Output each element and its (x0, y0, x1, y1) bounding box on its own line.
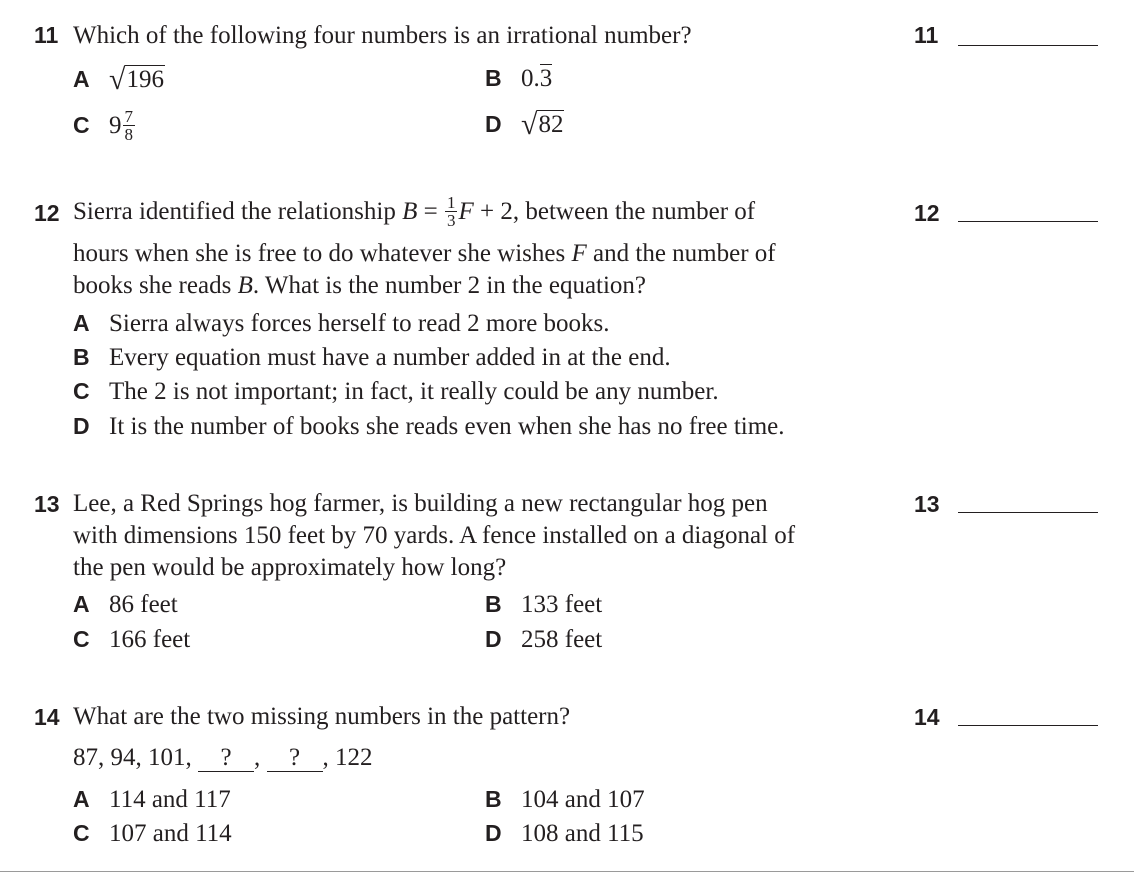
option-c[interactable] (73, 376, 719, 407)
option-letter: C (73, 626, 90, 652)
option-text: 258 feet (521, 626, 603, 653)
option-b[interactable] (485, 784, 645, 815)
answer-number: 12 (914, 200, 940, 226)
option-letter: D (73, 413, 90, 439)
option-text: 107 and 114 (109, 820, 232, 847)
question-text-line-2: with dimensions 150 feet by 70 yards. A fence installed on a diagonal of (73, 522, 796, 549)
missing-number-blank-1: ? (198, 745, 254, 772)
option-letter: A (73, 66, 90, 92)
option-a[interactable] (73, 589, 178, 620)
option-text: 166 feet (109, 626, 191, 653)
fraction-numerator: 7 (124, 107, 133, 126)
question-number: 13 (34, 491, 60, 517)
option-letter: B (73, 344, 90, 370)
variable-b: B (237, 272, 253, 299)
question-text: What are the two missing numbers in the pattern? (73, 703, 571, 730)
fraction-numerator: 1 (446, 193, 456, 212)
equals: = (417, 198, 444, 226)
fraction (445, 194, 458, 229)
mixed-whole: 9 (109, 112, 122, 140)
pattern-start: 87, 94, 101, (73, 744, 198, 771)
option-b[interactable] (485, 589, 602, 620)
answer-number: 13 (914, 491, 940, 517)
answer-blank[interactable] (958, 221, 1098, 222)
answer-blank[interactable] (958, 45, 1098, 46)
question-number: 11 (34, 22, 59, 48)
option-b[interactable] (485, 63, 552, 94)
option-d[interactable] (485, 108, 564, 140)
option-text: 114 and 117 (109, 786, 231, 813)
option-letter: B (485, 786, 502, 812)
fraction (123, 108, 136, 143)
question-text-line-1 (73, 193, 756, 231)
option-a[interactable] (73, 784, 231, 815)
page-bottom-rule (0, 871, 1134, 872)
sqrt-symbol: √ (521, 108, 538, 141)
pattern-separator: , (254, 744, 267, 771)
variable-f: F (458, 198, 474, 226)
text-span: and the number of (586, 240, 776, 267)
option-c[interactable] (73, 818, 232, 849)
option-letter: C (73, 820, 90, 846)
repeating-digit: 3 (539, 65, 553, 92)
answer-blank[interactable] (958, 512, 1098, 513)
question-text: Which of the following four numbers is an irrational number? (73, 22, 692, 49)
option-text: 86 feet (109, 591, 178, 618)
option-c[interactable] (73, 107, 136, 145)
answer-blank[interactable] (958, 725, 1098, 726)
option-letter: A (73, 786, 90, 812)
text-span: . What is the number 2 in the equation? (252, 272, 647, 299)
question-number: 14 (34, 704, 60, 730)
question-number: 12 (34, 200, 60, 226)
variable-f: F (571, 240, 587, 267)
variable-b: B (402, 198, 418, 226)
option-letter: D (485, 111, 502, 137)
option-letter: B (485, 65, 502, 91)
text-span: books she reads (73, 272, 238, 299)
question-text-line-2 (73, 238, 776, 270)
option-text: Sierra always forces herself to read 2 more books. (109, 310, 610, 337)
option-d[interactable] (485, 624, 602, 655)
answer-number: 14 (914, 704, 940, 730)
radicand: 82 (538, 111, 564, 138)
option-text: 104 and 107 (521, 786, 645, 813)
question-text-line-3: the pen would be approximately how long? (73, 554, 507, 581)
option-text: 133 feet (521, 591, 603, 618)
option-text: 108 and 115 (521, 820, 644, 847)
option-letter: A (73, 591, 90, 617)
question-text-line-1: Lee, a Red Springs hog farmer, is building a new rectangular hog pen (73, 490, 768, 517)
option-letter: C (73, 378, 90, 404)
question-text-line-3 (73, 270, 646, 302)
option-a[interactable] (73, 63, 165, 95)
sqrt-symbol: √ (109, 63, 126, 96)
option-text: Every equation must have a number added in at the end. (109, 344, 671, 371)
option-letter: B (485, 591, 502, 617)
pattern-end: , 122 (322, 744, 373, 771)
option-letter: D (485, 626, 502, 652)
fraction-denominator: 8 (124, 125, 133, 144)
answer-number: 11 (914, 22, 939, 48)
option-c[interactable] (73, 624, 190, 655)
decimal-lead: 0. (521, 65, 540, 92)
option-text: The 2 is not important; in fact, it really could be any number. (109, 378, 719, 405)
number-pattern (73, 742, 373, 774)
option-letter: D (485, 820, 502, 846)
option-a[interactable] (73, 308, 610, 339)
option-b[interactable] (73, 342, 671, 373)
text-span: + 2, between the number of (473, 198, 756, 226)
fraction-denominator: 3 (446, 211, 456, 230)
option-d[interactable] (485, 818, 644, 849)
text-span: Sierra identified the relationship (73, 198, 403, 226)
radicand: 196 (126, 66, 164, 93)
option-letter: A (73, 310, 90, 336)
option-text: It is the number of books she reads even when she has no free time. (109, 413, 785, 440)
option-letter: C (73, 112, 90, 139)
text-span: hours when she is free to do whatever she wishes (73, 240, 572, 267)
missing-number-blank-2: ? (267, 745, 323, 772)
option-d[interactable] (73, 411, 785, 442)
